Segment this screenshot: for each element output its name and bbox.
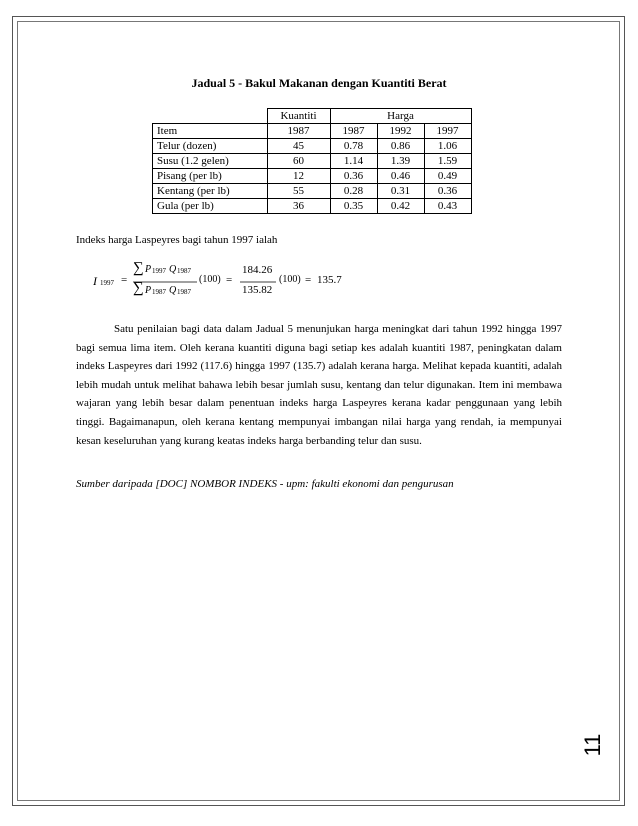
food-basket-table xyxy=(152,108,472,214)
formula-lhs-subscript: 1997 xyxy=(100,279,114,287)
table-group-header-row xyxy=(153,109,472,124)
table-cell: Pisang (per lb) xyxy=(153,169,268,184)
formula-factor-100-a: (100) xyxy=(199,274,221,285)
table-row xyxy=(153,199,472,214)
intro-text: Indeks harga Laspeyres bagi tahun 1997 ialah xyxy=(76,234,278,246)
table-row xyxy=(153,169,472,184)
table-cell: 0.31 xyxy=(377,184,424,199)
table-cell: Gula (per lb) xyxy=(153,199,268,214)
column-header: 1987 xyxy=(330,124,377,139)
column-header: 1987 xyxy=(267,124,330,139)
table-row xyxy=(153,154,472,169)
column-header: 1992 xyxy=(377,124,424,139)
table-cell: 0.28 xyxy=(330,184,377,199)
table-cell: 0.78 xyxy=(330,139,377,154)
analysis-paragraph: Satu penilaian bagi data dalam Jadual 5 menunjukan harga meningkat dari tahun 1992 hingga 1997 bagi semua lima item. Oleh kerana kuantiti diguna bagi setiap kes adalah kuantiti 1987, peningkatan dalam indeks Laspeyres dari 1992 (117.6) hingga 1997 (135.7) adalah kerana harga. Melihat kepada kuantiti, adalah lebih mudah untuk melihat bahawa lebih besar jumlah susu, kentang dan telur digunakan. Item ini membawa wajaran yang lebih besar dalam penentuan indeks harga Laspeyres kerana kadar penggunaan yang lebih tinggi. Bagaimanapun, oleh kerana kentang mempunyai imbangan nilai harga yang rendah, ia mempunyai kesan keseluruhan yang kurang keatas indeks harga berbanding telur dan susu. xyxy=(76,323,562,447)
sigma-symbol-denominator: ∑ xyxy=(133,280,144,296)
table-cell: Telur (dozen) xyxy=(153,139,268,154)
formula-den-q-subscript: 1987 xyxy=(177,288,191,296)
table-cell: 0.36 xyxy=(330,169,377,184)
page-number: 11 xyxy=(580,733,605,757)
formula-equals: = xyxy=(121,274,128,286)
table-cell: 55 xyxy=(267,184,330,199)
table-cell: 1.39 xyxy=(377,154,424,169)
table-cell: 0.36 xyxy=(424,184,471,199)
table-cell: 0.86 xyxy=(377,139,424,154)
table-cell: 0.46 xyxy=(377,169,424,184)
table-cell: 1.59 xyxy=(424,154,471,169)
table-cell: 36 xyxy=(267,199,330,214)
table-row xyxy=(153,184,472,199)
column-header: Item xyxy=(153,124,268,139)
column-header: 1997 xyxy=(424,124,471,139)
table-cell: 0.35 xyxy=(330,199,377,214)
table-cell: 60 xyxy=(267,154,330,169)
table-cell: 1.06 xyxy=(424,139,471,154)
table-cell: 1.14 xyxy=(330,154,377,169)
fraction-denominator-value: 135.82 xyxy=(242,284,273,296)
source-citation: Sumber daripada [DOC] NOMBOR INDEKS - upm: fakulti ekonomi dan pengurusan xyxy=(76,478,454,490)
price-group-header: Harga xyxy=(330,109,471,124)
formula-num-p-subscript: 1997 xyxy=(152,267,166,275)
table-title: Jadual 5 - Bakul Makanan dengan Kuantiti Berat xyxy=(191,76,447,90)
table-cell: 0.49 xyxy=(424,169,471,184)
sigma-symbol-numerator: ∑ xyxy=(133,260,144,276)
formula-num-q: Q xyxy=(169,264,177,275)
laspeyres-formula xyxy=(93,262,393,302)
fraction-numerator-value: 184.26 xyxy=(242,264,273,276)
formula-equals-3: = xyxy=(305,274,312,286)
formula-result: 135.7 xyxy=(317,274,342,286)
formula-num-q-subscript: 1987 xyxy=(177,267,191,275)
table-corner-cell xyxy=(153,109,268,124)
formula-den-p-subscript: 1987 xyxy=(152,288,166,296)
formula-lhs: I xyxy=(93,274,97,288)
table-cell: Kentang (per lb) xyxy=(153,184,268,199)
table-cell: 0.43 xyxy=(424,199,471,214)
table-cell: Susu (1.2 gelen) xyxy=(153,154,268,169)
quantity-group-header: Kuantiti xyxy=(267,109,330,124)
table-row xyxy=(153,139,472,154)
formula-equals-2: = xyxy=(226,274,233,286)
table-cell: 45 xyxy=(267,139,330,154)
formula-den-q: Q xyxy=(169,285,177,296)
table-header-row xyxy=(153,124,472,139)
fraction-bar-right xyxy=(240,281,276,283)
table-cell: 12 xyxy=(267,169,330,184)
formula-factor-100-b: (100) xyxy=(279,274,301,285)
formula-den-p: P xyxy=(145,285,152,296)
table-cell: 0.42 xyxy=(377,199,424,214)
formula-num-p: P xyxy=(145,264,152,275)
